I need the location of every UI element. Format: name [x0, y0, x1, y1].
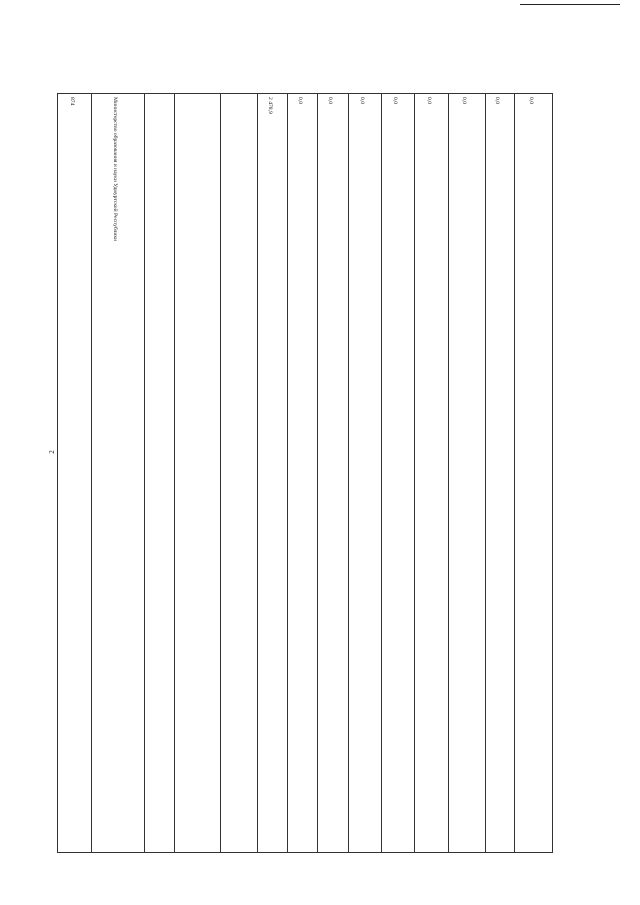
budget-table	[57, 93, 553, 853]
cell-value: 0,0	[349, 94, 382, 853]
cell-value: 0,0	[486, 94, 515, 853]
cell-value: 0,0	[515, 94, 553, 853]
cell-empty	[145, 94, 175, 853]
cell-value: 0,0	[318, 94, 349, 853]
cell-empty	[221, 94, 258, 853]
cell-value: 0,0	[415, 94, 449, 853]
cell-value: 0,0	[382, 94, 415, 853]
cell-code: 874	[58, 94, 92, 853]
cell-value: 0,0	[288, 94, 318, 853]
table-row	[58, 94, 553, 853]
top-rule	[520, 4, 620, 5]
cell-value: 0,0	[449, 94, 486, 853]
cell-empty	[175, 94, 221, 853]
cell-name: Министерство образования и науки Удмуртской Республики	[92, 94, 145, 853]
page-number: 2	[47, 450, 56, 454]
cell-value: 2 478,9	[258, 94, 288, 853]
